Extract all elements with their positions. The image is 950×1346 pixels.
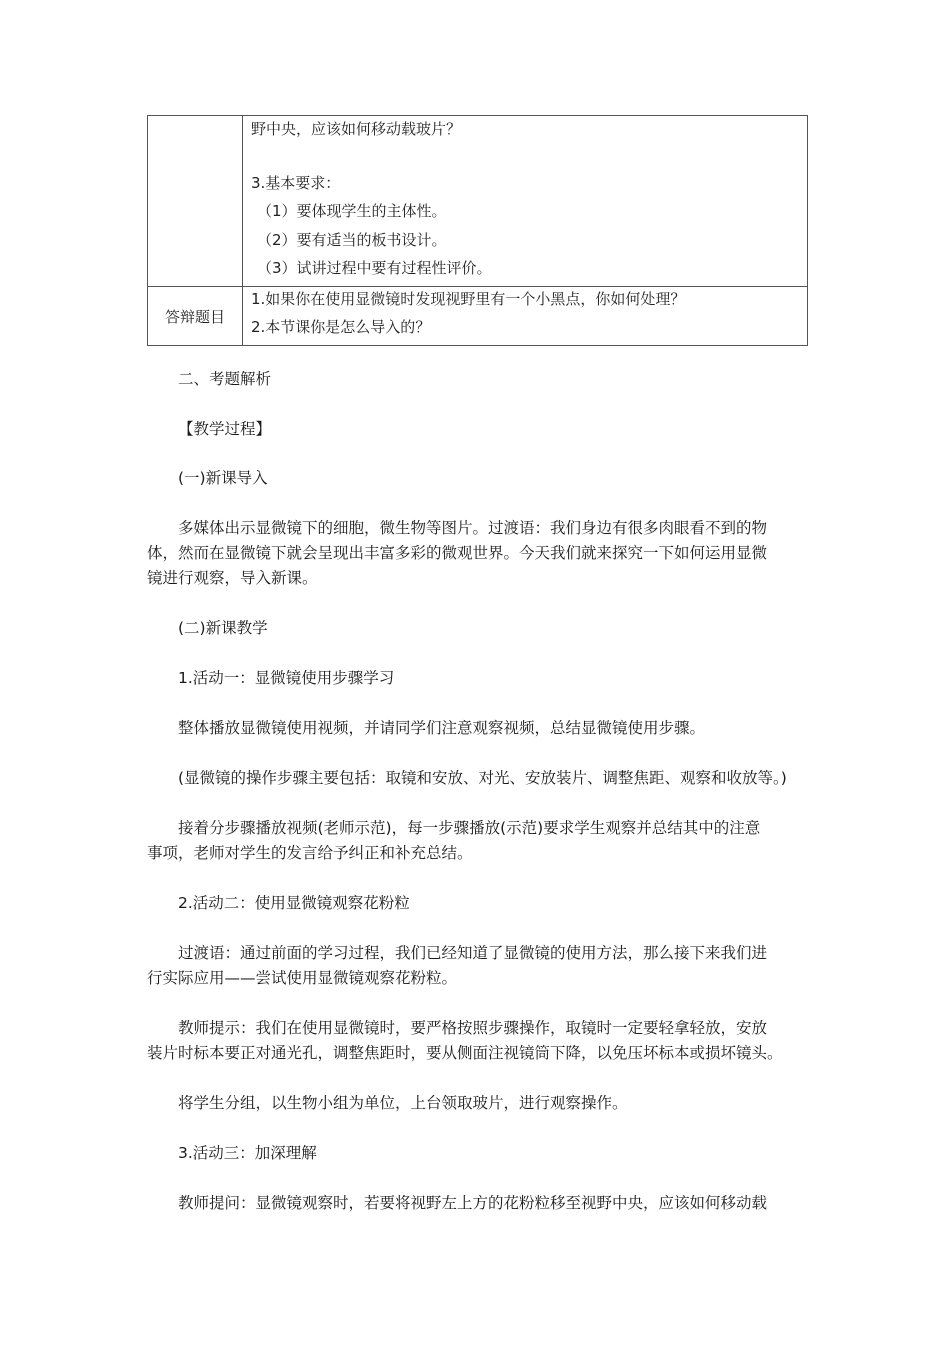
activity1-paragraph-1: 整体播放显微镜使用视频，并请同学们注意观察视频，总结显微镜使用步骤。: [178, 719, 706, 737]
defense-question: 1.如果你在使用显微镜时发现视野里有一个小黑点，你如何处理？: [251, 290, 686, 308]
part1-title: (一)新课导入: [178, 469, 268, 487]
paragraph-line: 多媒体出示显微镜下的细胞，微生物等图片。过渡语：我们身边有很多肉眼看不到的物: [178, 519, 768, 537]
activity1-paragraph-2: (显微镜的操作步骤主要包括：取镜和安放、对光、安放装片、调整焦距、观察和收放等。): [178, 769, 787, 787]
activity2-paragraph-1: [147, 941, 811, 991]
requirements-table: [147, 115, 808, 346]
teaching-process-title: 【教学过程】: [178, 420, 272, 438]
section-title: 二、考题解析: [178, 370, 272, 388]
table-label-cell-empty: [148, 116, 243, 287]
activity2-paragraph-2: [147, 1016, 811, 1066]
paragraph-line: 过渡语：通过前面的学习过程，我们已经知道了显微镜的使用方法，那么接下来我们进: [178, 944, 768, 962]
defense-question: 2.本节课你是怎么导入的？: [251, 318, 431, 336]
defense-label: 答辩题目: [148, 287, 243, 346]
table-row: [148, 287, 808, 346]
table-line: （1）要体现学生的主体性。: [257, 202, 447, 220]
part1-paragraph: [147, 516, 811, 591]
table-content-cell: [243, 116, 808, 287]
table-row: [148, 116, 808, 287]
paragraph-line: 装片时标本要正对通光孔，调整焦距时，要从侧面注视镜筒下降，以免压坏标本或损坏镜头。: [147, 1044, 783, 1062]
activity2-title: 2.活动二：使用显微镜观察花粉粒: [178, 894, 410, 912]
table-line: 3.基本要求：: [251, 174, 341, 192]
activity3-title: 3.活动三：加深理解: [178, 1144, 317, 1162]
table-line: （3）试讲过程中要有过程性评价。: [257, 259, 492, 277]
table-line: 野中央，应该如何移动载玻片？: [251, 120, 462, 138]
defense-questions-cell: [243, 287, 808, 346]
paragraph-line: 体，然而在显微镜下就会呈现出丰富多彩的微观世界。今天我们就来探究一下如何运用显微: [147, 544, 768, 562]
table-line: （2）要有适当的板书设计。: [257, 231, 447, 249]
activity1-paragraph-3: [147, 816, 811, 866]
paragraph-line: 教师提示：我们在使用显微镜时，要严格按照步骤操作，取镜时一定要轻拿轻放，安放: [178, 1019, 768, 1037]
paragraph-line: 事项，老师对学生的发言给予纠正和补充总结。: [147, 844, 473, 862]
activity3-paragraph-1: 教师提问：显微镜观察时，若要将视野左上方的花粉粒移至视野中央，应该如何移动载: [178, 1194, 768, 1212]
activity1-title: 1.活动一：显微镜使用步骤学习: [178, 669, 395, 687]
part2-title: (二)新课教学: [178, 619, 268, 637]
paragraph-line: 行实际应用——尝试使用显微镜观察花粉粒。: [147, 969, 458, 987]
paragraph-line: 镜进行观察，导入新课。: [147, 569, 318, 587]
activity2-paragraph-3: 将学生分组，以生物小组为单位，上台领取玻片，进行观察操作。: [178, 1094, 628, 1112]
paragraph-line: 接着分步骤播放视频(老师示范)，每一步骤播放(示范)要求学生观察并总结其中的注意: [178, 819, 761, 837]
